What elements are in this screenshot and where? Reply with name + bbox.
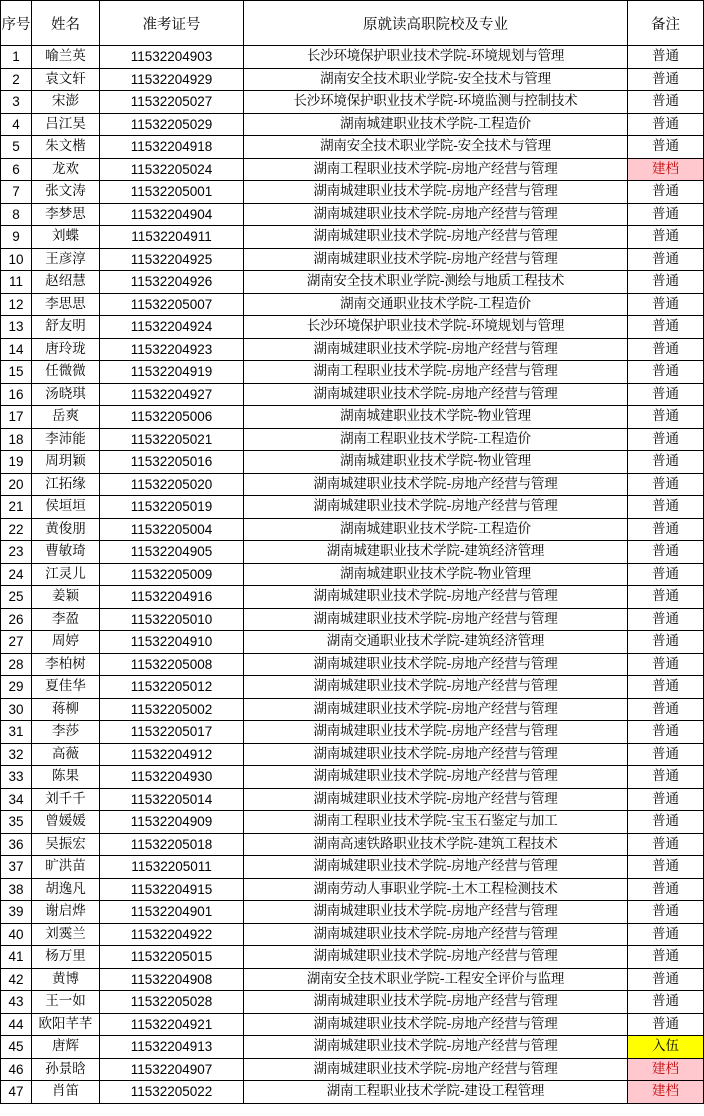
cell-note: 建档 — [628, 1081, 704, 1104]
table-row — [1, 923, 704, 946]
cell-no: 18 — [1, 428, 32, 451]
cell-note: 普通 — [628, 406, 704, 429]
table-row — [1, 136, 704, 159]
cell-school: 湖南城建职业技术学院-房地产经营与管理 — [244, 608, 628, 631]
cell-note: 普通 — [628, 653, 704, 676]
cell-exam-id: 11532204921 — [100, 1013, 244, 1036]
cell-name: 姜颖 — [32, 586, 100, 609]
header-exam-id: 准考证号 — [100, 1, 244, 46]
cell-school: 湖南城建职业技术学院-房地产经营与管理 — [244, 203, 628, 226]
table-row — [1, 1058, 704, 1081]
cell-school: 长沙环境保护职业技术学院-环境规划与管理 — [244, 46, 628, 69]
cell-school: 湖南城建职业技术学院-物业管理 — [244, 563, 628, 586]
cell-note: 普通 — [628, 316, 704, 339]
cell-exam-id: 11532204924 — [100, 316, 244, 339]
table-row — [1, 563, 704, 586]
cell-exam-id: 11532205012 — [100, 676, 244, 699]
cell-name: 曹敏琦 — [32, 541, 100, 564]
cell-school: 湖南城建职业技术学院-工程造价 — [244, 518, 628, 541]
table-row — [1, 518, 704, 541]
cell-school: 湖南安全技术职业学院-安全技术与管理 — [244, 136, 628, 159]
cell-note: 普通 — [628, 698, 704, 721]
cell-exam-id: 11532205014 — [100, 788, 244, 811]
cell-name: 岳爽 — [32, 406, 100, 429]
table-row — [1, 1081, 704, 1104]
cell-name: 王一如 — [32, 991, 100, 1014]
table-row — [1, 631, 704, 654]
cell-school: 湖南城建职业技术学院-房地产经营与管理 — [244, 586, 628, 609]
table-row — [1, 653, 704, 676]
cell-name: 舒友明 — [32, 316, 100, 339]
cell-exam-id: 11532205020 — [100, 473, 244, 496]
table-row — [1, 766, 704, 789]
cell-no: 7 — [1, 181, 32, 204]
cell-school: 湖南城建职业技术学院-房地产经营与管理 — [244, 946, 628, 969]
cell-no: 36 — [1, 833, 32, 856]
table-row — [1, 181, 704, 204]
cell-school: 湖南安全技术职业学院-工程安全评价与监理 — [244, 968, 628, 991]
cell-exam-id: 11532205001 — [100, 181, 244, 204]
cell-name: 谢启烨 — [32, 901, 100, 924]
cell-school: 湖南城建职业技术学院-房地产经营与管理 — [244, 1013, 628, 1036]
cell-note: 普通 — [628, 541, 704, 564]
cell-name: 李梦思 — [32, 203, 100, 226]
cell-note: 普通 — [628, 271, 704, 294]
cell-note: 普通 — [628, 766, 704, 789]
cell-name: 任微微 — [32, 361, 100, 384]
cell-exam-id: 11532204913 — [100, 1036, 244, 1059]
table-row — [1, 946, 704, 969]
cell-note: 普通 — [628, 946, 704, 969]
cell-note: 普通 — [628, 586, 704, 609]
cell-name: 侯垣垣 — [32, 496, 100, 519]
table-row — [1, 586, 704, 609]
cell-note: 普通 — [628, 293, 704, 316]
cell-school: 湖南工程职业技术学院-房地产经营与管理 — [244, 158, 628, 181]
cell-exam-id: 11532204905 — [100, 541, 244, 564]
cell-name: 龙欢 — [32, 158, 100, 181]
cell-no: 17 — [1, 406, 32, 429]
cell-exam-id: 11532205021 — [100, 428, 244, 451]
table-row — [1, 833, 704, 856]
cell-name: 旷洪苗 — [32, 856, 100, 879]
table-row — [1, 158, 704, 181]
cell-no: 21 — [1, 496, 32, 519]
cell-exam-id: 11532204927 — [100, 383, 244, 406]
cell-name: 刘蝶 — [32, 226, 100, 249]
cell-name: 周玥颖 — [32, 451, 100, 474]
table-row — [1, 811, 704, 834]
cell-name: 唐辉 — [32, 1036, 100, 1059]
cell-exam-id: 11532204918 — [100, 136, 244, 159]
cell-school: 湖南高速铁路职业技术学院-建筑工程技术 — [244, 833, 628, 856]
cell-note: 普通 — [628, 383, 704, 406]
cell-name: 黄俊朋 — [32, 518, 100, 541]
cell-note: 普通 — [628, 878, 704, 901]
table-row — [1, 541, 704, 564]
table-row — [1, 316, 704, 339]
cell-exam-id: 11532204903 — [100, 46, 244, 69]
cell-no: 13 — [1, 316, 32, 339]
cell-exam-id: 11532204922 — [100, 923, 244, 946]
cell-note: 普通 — [628, 991, 704, 1014]
cell-no: 25 — [1, 586, 32, 609]
cell-school: 湖南劳动人事职业学院-土木工程检测技术 — [244, 878, 628, 901]
cell-school: 湖南交通职业技术学院-建筑经济管理 — [244, 631, 628, 654]
table-row — [1, 698, 704, 721]
cell-name: 蒋柳 — [32, 698, 100, 721]
cell-note: 普通 — [628, 248, 704, 271]
cell-exam-id: 11532205028 — [100, 991, 244, 1014]
cell-note: 普通 — [628, 91, 704, 114]
cell-exam-id: 11532204904 — [100, 203, 244, 226]
cell-note: 入伍 — [628, 1036, 704, 1059]
cell-note: 普通 — [628, 226, 704, 249]
cell-exam-id: 11532205010 — [100, 608, 244, 631]
cell-exam-id: 11532204911 — [100, 226, 244, 249]
cell-no: 33 — [1, 766, 32, 789]
table-row — [1, 451, 704, 474]
cell-exam-id: 11532205018 — [100, 833, 244, 856]
cell-note: 普通 — [628, 608, 704, 631]
cell-school: 湖南城建职业技术学院-物业管理 — [244, 451, 628, 474]
cell-note: 普通 — [628, 563, 704, 586]
table-row — [1, 406, 704, 429]
cell-school: 湖南城建职业技术学院-房地产经营与管理 — [244, 676, 628, 699]
table-row — [1, 68, 704, 91]
cell-note: 普通 — [628, 428, 704, 451]
cell-name: 张文涛 — [32, 181, 100, 204]
cell-school: 长沙环境保护职业技术学院-环境规划与管理 — [244, 316, 628, 339]
cell-note: 建档 — [628, 1058, 704, 1081]
cell-no: 26 — [1, 608, 32, 631]
table-body — [1, 46, 704, 1104]
cell-school: 湖南工程职业技术学院-建设工程管理 — [244, 1081, 628, 1104]
cell-note: 普通 — [628, 631, 704, 654]
cell-no: 38 — [1, 878, 32, 901]
cell-school: 湖南交通职业技术学院-工程造价 — [244, 293, 628, 316]
table-row — [1, 226, 704, 249]
cell-no: 32 — [1, 743, 32, 766]
cell-exam-id: 11532205027 — [100, 91, 244, 114]
table-row — [1, 271, 704, 294]
cell-no: 16 — [1, 383, 32, 406]
cell-school: 湖南城建职业技术学院-房地产经营与管理 — [244, 338, 628, 361]
header-no: 序号 — [1, 1, 32, 46]
cell-no: 12 — [1, 293, 32, 316]
cell-school: 湖南城建职业技术学院-房地产经营与管理 — [244, 901, 628, 924]
cell-note: 普通 — [628, 473, 704, 496]
cell-school: 湖南工程职业技术学院-宝玉石鉴定与加工 — [244, 811, 628, 834]
cell-note: 普通 — [628, 496, 704, 519]
cell-school: 湖南城建职业技术学院-房地产经营与管理 — [244, 743, 628, 766]
cell-note: 普通 — [628, 113, 704, 136]
table-row — [1, 293, 704, 316]
header-name: 姓名 — [32, 1, 100, 46]
cell-no: 19 — [1, 451, 32, 474]
cell-name: 唐玲珑 — [32, 338, 100, 361]
cell-no: 31 — [1, 721, 32, 744]
cell-exam-id: 11532204930 — [100, 766, 244, 789]
cell-no: 41 — [1, 946, 32, 969]
cell-exam-id: 11532205006 — [100, 406, 244, 429]
cell-note: 建档 — [628, 158, 704, 181]
cell-school: 湖南城建职业技术学院-房地产经营与管理 — [244, 383, 628, 406]
cell-note: 普通 — [628, 923, 704, 946]
cell-school: 湖南城建职业技术学院-房地产经营与管理 — [244, 226, 628, 249]
cell-school: 长沙环境保护职业技术学院-环境监测与控制技术 — [244, 91, 628, 114]
table-row — [1, 383, 704, 406]
cell-school: 湖南城建职业技术学院-房地产经营与管理 — [244, 698, 628, 721]
cell-name: 朱文楷 — [32, 136, 100, 159]
cell-no: 4 — [1, 113, 32, 136]
cell-no: 42 — [1, 968, 32, 991]
cell-school: 湖南城建职业技术学院-房地产经营与管理 — [244, 856, 628, 879]
cell-no: 24 — [1, 563, 32, 586]
cell-school: 湖南城建职业技术学院-房地产经营与管理 — [244, 473, 628, 496]
table-row — [1, 361, 704, 384]
cell-exam-id: 11532204912 — [100, 743, 244, 766]
table-row — [1, 743, 704, 766]
cell-exam-id: 11532205009 — [100, 563, 244, 586]
cell-school: 湖南安全技术职业学院-安全技术与管理 — [244, 68, 628, 91]
cell-name: 黄博 — [32, 968, 100, 991]
cell-name: 江拓缘 — [32, 473, 100, 496]
cell-school: 湖南城建职业技术学院-物业管理 — [244, 406, 628, 429]
cell-exam-id: 11532204919 — [100, 361, 244, 384]
cell-name: 孙景晗 — [32, 1058, 100, 1081]
cell-no: 44 — [1, 1013, 32, 1036]
cell-name: 李莎 — [32, 721, 100, 744]
cell-exam-id: 11532204925 — [100, 248, 244, 271]
table-row — [1, 473, 704, 496]
cell-no: 3 — [1, 91, 32, 114]
cell-exam-id: 11532204929 — [100, 68, 244, 91]
cell-no: 37 — [1, 856, 32, 879]
table-row — [1, 203, 704, 226]
cell-school: 湖南城建职业技术学院-房地产经营与管理 — [244, 721, 628, 744]
cell-no: 15 — [1, 361, 32, 384]
cell-school: 湖南城建职业技术学院-房地产经营与管理 — [244, 1036, 628, 1059]
cell-exam-id: 11532205029 — [100, 113, 244, 136]
cell-name: 李思思 — [32, 293, 100, 316]
cell-no: 39 — [1, 901, 32, 924]
cell-note: 普通 — [628, 46, 704, 69]
cell-note: 普通 — [628, 136, 704, 159]
cell-note: 普通 — [628, 203, 704, 226]
cell-note: 普通 — [628, 451, 704, 474]
cell-exam-id: 11532204909 — [100, 811, 244, 834]
cell-exam-id: 11532205008 — [100, 653, 244, 676]
cell-no: 1 — [1, 46, 32, 69]
cell-name: 杨万里 — [32, 946, 100, 969]
cell-note: 普通 — [628, 901, 704, 924]
cell-school: 湖南城建职业技术学院-房地产经营与管理 — [244, 991, 628, 1014]
table-row — [1, 788, 704, 811]
cell-name: 李沛能 — [32, 428, 100, 451]
cell-school: 湖南城建职业技术学院-房地产经营与管理 — [244, 181, 628, 204]
cell-exam-id: 11532205019 — [100, 496, 244, 519]
cell-name: 胡逸凡 — [32, 878, 100, 901]
cell-note: 普通 — [628, 833, 704, 856]
cell-name: 喻兰英 — [32, 46, 100, 69]
cell-note: 普通 — [628, 1013, 704, 1036]
cell-name: 陈果 — [32, 766, 100, 789]
cell-note: 普通 — [628, 743, 704, 766]
cell-exam-id: 11532205016 — [100, 451, 244, 474]
table-row — [1, 428, 704, 451]
cell-school: 湖南城建职业技术学院-房地产经营与管理 — [244, 788, 628, 811]
cell-no: 5 — [1, 136, 32, 159]
cell-name: 夏佳华 — [32, 676, 100, 699]
table-row — [1, 721, 704, 744]
cell-no: 14 — [1, 338, 32, 361]
table-row — [1, 1036, 704, 1059]
cell-exam-id: 11532204916 — [100, 586, 244, 609]
header-school: 原就读高职院校及专业 — [244, 1, 628, 46]
table-row — [1, 338, 704, 361]
table-row — [1, 676, 704, 699]
cell-exam-id: 11532204915 — [100, 878, 244, 901]
cell-note: 普通 — [628, 968, 704, 991]
cell-note: 普通 — [628, 811, 704, 834]
cell-no: 27 — [1, 631, 32, 654]
cell-name: 汤晓琪 — [32, 383, 100, 406]
table-row — [1, 496, 704, 519]
cell-name: 曾媛媛 — [32, 811, 100, 834]
cell-school: 湖南城建职业技术学院-建筑经济管理 — [244, 541, 628, 564]
cell-name: 江灵儿 — [32, 563, 100, 586]
cell-no: 30 — [1, 698, 32, 721]
table-row — [1, 968, 704, 991]
cell-exam-id: 11532204908 — [100, 968, 244, 991]
cell-exam-id: 11532205015 — [100, 946, 244, 969]
cell-no: 46 — [1, 1058, 32, 1081]
cell-note: 普通 — [628, 676, 704, 699]
cell-exam-id: 11532205007 — [100, 293, 244, 316]
cell-exam-id: 11532204926 — [100, 271, 244, 294]
cell-name: 袁文轩 — [32, 68, 100, 91]
cell-school: 湖南城建职业技术学院-工程造价 — [244, 113, 628, 136]
cell-exam-id: 11532204901 — [100, 901, 244, 924]
cell-no: 23 — [1, 541, 32, 564]
cell-name: 赵绍慧 — [32, 271, 100, 294]
cell-no: 29 — [1, 676, 32, 699]
cell-no: 6 — [1, 158, 32, 181]
cell-name: 刘霙兰 — [32, 923, 100, 946]
cell-name: 吴振宏 — [32, 833, 100, 856]
cell-no: 20 — [1, 473, 32, 496]
table-row — [1, 901, 704, 924]
table-row — [1, 856, 704, 879]
cell-school: 湖南工程职业技术学院-房地产经营与管理 — [244, 361, 628, 384]
cell-school: 湖南城建职业技术学院-房地产经营与管理 — [244, 766, 628, 789]
cell-no: 11 — [1, 271, 32, 294]
cell-school: 湖南城建职业技术学院-房地产经营与管理 — [244, 923, 628, 946]
cell-no: 45 — [1, 1036, 32, 1059]
cell-no: 10 — [1, 248, 32, 271]
cell-name: 周婷 — [32, 631, 100, 654]
cell-school: 湖南安全技术职业学院-测绘与地质工程技术 — [244, 271, 628, 294]
cell-no: 43 — [1, 991, 32, 1014]
table-row — [1, 113, 704, 136]
cell-school: 湖南城建职业技术学院-房地产经营与管理 — [244, 496, 628, 519]
cell-exam-id: 11532205017 — [100, 721, 244, 744]
cell-note: 普通 — [628, 181, 704, 204]
cell-exam-id: 11532205004 — [100, 518, 244, 541]
cell-school: 湖南城建职业技术学院-房地产经营与管理 — [244, 1058, 628, 1081]
cell-note: 普通 — [628, 518, 704, 541]
cell-exam-id: 11532205022 — [100, 1081, 244, 1104]
cell-exam-id: 11532204907 — [100, 1058, 244, 1081]
cell-exam-id: 11532205011 — [100, 856, 244, 879]
table-row — [1, 991, 704, 1014]
cell-note: 普通 — [628, 788, 704, 811]
cell-no: 28 — [1, 653, 32, 676]
table-row — [1, 608, 704, 631]
cell-no: 34 — [1, 788, 32, 811]
cell-name: 吕江昊 — [32, 113, 100, 136]
cell-name: 王彦淳 — [32, 248, 100, 271]
table-row — [1, 248, 704, 271]
cell-note: 普通 — [628, 361, 704, 384]
cell-school: 湖南城建职业技术学院-房地产经营与管理 — [244, 248, 628, 271]
header-row — [1, 1, 704, 46]
cell-exam-id: 11532204923 — [100, 338, 244, 361]
cell-exam-id: 11532205024 — [100, 158, 244, 181]
cell-note: 普通 — [628, 721, 704, 744]
cell-note: 普通 — [628, 338, 704, 361]
table-row — [1, 1013, 704, 1036]
header-note: 备注 — [628, 1, 704, 46]
cell-name: 肖笛 — [32, 1081, 100, 1104]
cell-no: 35 — [1, 811, 32, 834]
table-row — [1, 46, 704, 69]
cell-no: 40 — [1, 923, 32, 946]
table-row — [1, 878, 704, 901]
cell-name: 刘千千 — [32, 788, 100, 811]
cell-name: 欧阳芊芊 — [32, 1013, 100, 1036]
cell-name: 高薇 — [32, 743, 100, 766]
cell-name: 李柏树 — [32, 653, 100, 676]
cell-school: 湖南工程职业技术学院-工程造价 — [244, 428, 628, 451]
cell-exam-id: 11532204910 — [100, 631, 244, 654]
cell-no: 2 — [1, 68, 32, 91]
cell-no: 9 — [1, 226, 32, 249]
cell-note: 普通 — [628, 68, 704, 91]
cell-no: 22 — [1, 518, 32, 541]
cell-name: 李盈 — [32, 608, 100, 631]
cell-no: 8 — [1, 203, 32, 226]
cell-no: 47 — [1, 1081, 32, 1104]
cell-note: 普通 — [628, 856, 704, 879]
cell-name: 宋澎 — [32, 91, 100, 114]
table-row — [1, 91, 704, 114]
cell-school: 湖南城建职业技术学院-房地产经营与管理 — [244, 653, 628, 676]
cell-exam-id: 11532205002 — [100, 698, 244, 721]
